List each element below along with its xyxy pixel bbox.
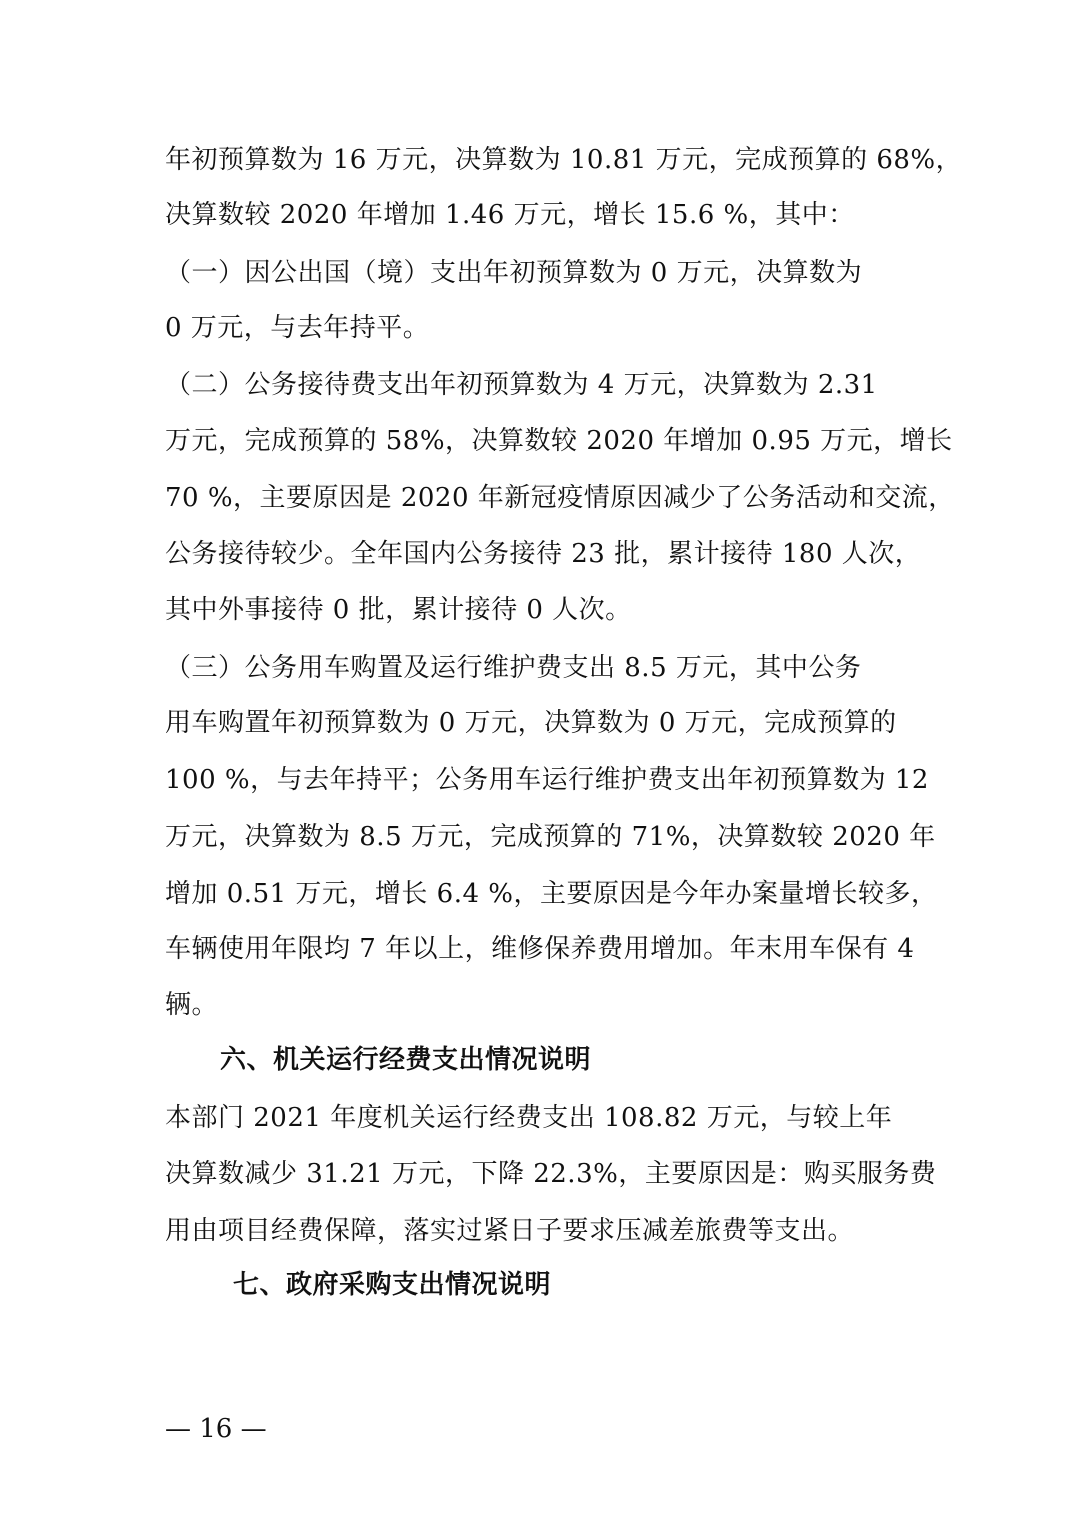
body-line: 公务接待较少。全年国内公务接待 23 批，累计接待 180 人次， bbox=[165, 539, 922, 569]
body-line: 辆。 bbox=[165, 990, 219, 1020]
body-line: 万元，完成预算的 58%，决算数较 2020 年增加 0.95 万元，增长 bbox=[165, 426, 953, 456]
body-line: 用车购置年初预算数为 0 万元，决算数为 0 万元，完成预算的 bbox=[165, 708, 897, 738]
body-line: 决算数较 2020 年增加 1.46 万元，增长 15.6 %，其中： bbox=[165, 200, 855, 230]
body-line: （一）因公出国（境）支出年初预算数为 0 万元，决算数为 bbox=[165, 258, 863, 288]
body-line: 用由项目经费保障，落实过紧日子要求压减差旅费等支出。 bbox=[165, 1216, 855, 1246]
section-heading: 六、机关运行经费支出情况说明 bbox=[220, 1045, 592, 1075]
page-number: — 16 — bbox=[165, 1414, 267, 1444]
body-line: 本部门 2021 年度机关运行经费支出 108.82 万元，与较上年 bbox=[165, 1103, 893, 1133]
body-line: 车辆使用年限均 7 年以上，维修保养费用增加。年末用车保有 4 bbox=[165, 934, 915, 964]
body-line: 增加 0.51 万元，增长 6.4 %，主要原因是今年办案量增长较多， bbox=[165, 879, 938, 909]
body-line: 决算数减少 31.21 万元，下降 22.3%，主要原因是：购买服务费 bbox=[165, 1159, 937, 1189]
body-line: （三）公务用车购置及运行维护费支出 8.5 万元，其中公务 bbox=[165, 653, 862, 683]
body-line: （二）公务接待费支出年初预算数为 4 万元，决算数为 2.31 bbox=[165, 370, 878, 400]
body-line: 70 %，主要原因是 2020 年新冠疫情原因减少了公务活动和交流， bbox=[165, 483, 955, 513]
body-line: 年初预算数为 16 万元，决算数为 10.81 万元，完成预算的 68%， bbox=[165, 145, 963, 175]
body-line: 其中外事接待 0 批，累计接待 0 人次。 bbox=[165, 595, 632, 625]
body-line: 万元，决算数为 8.5 万元，完成预算的 71%，决算数较 2020 年 bbox=[165, 822, 936, 852]
section-heading: 七、政府采购支出情况说明 bbox=[233, 1270, 552, 1300]
body-line: 0 万元，与去年持平。 bbox=[165, 313, 430, 343]
body-line: 100 %，与去年持平；公务用车运行维护费支出年初预算数为 12 bbox=[165, 765, 929, 795]
